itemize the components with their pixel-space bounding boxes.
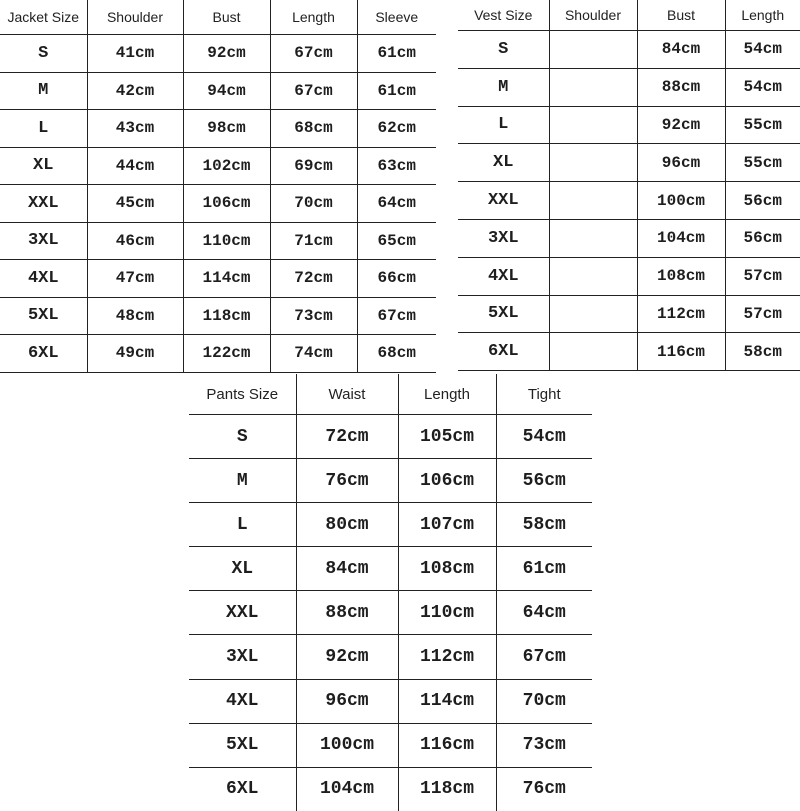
size-cell: 3XL [0, 222, 87, 260]
tight-cell: 67cm [496, 635, 592, 679]
shoulder-cell [549, 182, 637, 220]
table-row [189, 635, 592, 679]
waist-cell: 72cm [296, 415, 398, 459]
table-row [0, 185, 436, 223]
length-cell: 56cm [725, 219, 800, 257]
size-cell: 4XL [0, 260, 87, 298]
table-row [458, 106, 800, 144]
shoulder-cell: 43cm [87, 110, 183, 148]
size-cell: 6XL [189, 767, 296, 811]
tight-cell: 73cm [496, 723, 592, 767]
length-cell: 54cm [725, 68, 800, 106]
bust-cell: 98cm [183, 110, 270, 148]
sleeve-cell: 66cm [357, 260, 436, 298]
table-row [458, 219, 800, 257]
size-cell: XL [0, 147, 87, 185]
length-cell: 116cm [398, 723, 496, 767]
table-row [189, 591, 592, 635]
shoulder-cell [549, 144, 637, 182]
length-cell: 74cm [270, 335, 357, 373]
table-row [0, 147, 436, 185]
waist-cell: 96cm [296, 679, 398, 723]
bust-cell: 96cm [637, 144, 725, 182]
header-length: Length [270, 0, 357, 35]
size-cell: M [458, 68, 549, 106]
shoulder-cell: 47cm [87, 260, 183, 298]
size-cell: M [189, 459, 296, 503]
tight-cell: 56cm [496, 459, 592, 503]
size-cell: S [0, 35, 87, 73]
table-row [458, 31, 800, 69]
length-cell: 112cm [398, 635, 496, 679]
length-cell: 107cm [398, 503, 496, 547]
sleeve-cell: 64cm [357, 185, 436, 223]
tight-cell: 58cm [496, 503, 592, 547]
table-row [0, 297, 436, 335]
length-cell: 72cm [270, 260, 357, 298]
size-cell: 4XL [458, 257, 549, 295]
bust-cell: 84cm [637, 31, 725, 69]
waist-cell: 84cm [296, 547, 398, 591]
header-vest-size: Vest Size [458, 0, 549, 31]
size-cell: XL [458, 144, 549, 182]
size-cell: 6XL [0, 335, 87, 373]
header-bust: Bust [637, 0, 725, 31]
waist-cell: 88cm [296, 591, 398, 635]
size-cell: 6XL [458, 333, 549, 371]
sleeve-cell: 61cm [357, 72, 436, 110]
header-sleeve: Sleeve [357, 0, 436, 35]
length-cell: 70cm [270, 185, 357, 223]
table-row [189, 679, 592, 723]
size-cell: XL [189, 547, 296, 591]
header-pants-size: Pants Size [189, 374, 296, 415]
length-cell: 108cm [398, 547, 496, 591]
size-cell: S [189, 415, 296, 459]
size-cell: 4XL [189, 679, 296, 723]
table-row [189, 767, 592, 811]
jacket-size-table [0, 0, 436, 373]
tight-cell: 54cm [496, 415, 592, 459]
vest-size-table [458, 0, 800, 371]
bust-cell: 122cm [183, 335, 270, 373]
bust-cell: 112cm [637, 295, 725, 333]
length-cell: 55cm [725, 144, 800, 182]
header-bust: Bust [183, 0, 270, 35]
shoulder-cell [549, 219, 637, 257]
size-cell: XXL [0, 185, 87, 223]
bust-cell: 104cm [637, 219, 725, 257]
table-row [458, 257, 800, 295]
table-row [458, 144, 800, 182]
sleeve-cell: 63cm [357, 147, 436, 185]
length-cell: 56cm [725, 182, 800, 220]
shoulder-cell [549, 31, 637, 69]
header-jacket-size: Jacket Size [0, 0, 87, 35]
shoulder-cell: 49cm [87, 335, 183, 373]
size-cell: XXL [189, 591, 296, 635]
header-length: Length [725, 0, 800, 31]
table-row [0, 110, 436, 148]
bust-cell: 94cm [183, 72, 270, 110]
header-tight: Tight [496, 374, 592, 415]
table-row [189, 415, 592, 459]
waist-cell: 104cm [296, 767, 398, 811]
table-row [189, 723, 592, 767]
table-row [458, 182, 800, 220]
header-waist: Waist [296, 374, 398, 415]
header-shoulder: Shoulder [549, 0, 637, 31]
sleeve-cell: 61cm [357, 35, 436, 73]
length-cell: 67cm [270, 35, 357, 73]
table-row [0, 222, 436, 260]
shoulder-cell [549, 106, 637, 144]
bust-cell: 106cm [183, 185, 270, 223]
length-cell: 57cm [725, 295, 800, 333]
table-header-row [0, 0, 436, 35]
waist-cell: 92cm [296, 635, 398, 679]
bust-cell: 108cm [637, 257, 725, 295]
shoulder-cell: 42cm [87, 72, 183, 110]
size-cell: 3XL [458, 219, 549, 257]
size-cell: L [458, 106, 549, 144]
tight-cell: 64cm [496, 591, 592, 635]
bust-cell: 92cm [183, 35, 270, 73]
size-cell: L [0, 110, 87, 148]
size-cell: 3XL [189, 635, 296, 679]
bust-cell: 114cm [183, 260, 270, 298]
bust-cell: 102cm [183, 147, 270, 185]
shoulder-cell: 41cm [87, 35, 183, 73]
length-cell: 68cm [270, 110, 357, 148]
sleeve-cell: 68cm [357, 335, 436, 373]
header-shoulder: Shoulder [87, 0, 183, 35]
table-row [0, 72, 436, 110]
tight-cell: 76cm [522, 779, 566, 800]
length-cell: 105cm [398, 415, 496, 459]
shoulder-cell [549, 257, 637, 295]
length-cell: 54cm [725, 31, 800, 69]
bust-cell: 92cm [637, 106, 725, 144]
shoulder-cell: 45cm [87, 185, 183, 223]
size-cell: S [458, 31, 549, 69]
table-row [189, 547, 592, 591]
tight-cell: 70cm [496, 679, 592, 723]
size-cell: 5XL [189, 723, 296, 767]
size-cell: 5XL [0, 297, 87, 335]
shoulder-cell [549, 295, 637, 333]
size-cell: XXL [458, 182, 549, 220]
bust-cell: 116cm [637, 333, 725, 371]
bust-cell: 88cm [637, 68, 725, 106]
tight-cell: 61cm [496, 547, 592, 591]
table-row [0, 35, 436, 73]
length-cell: 69cm [270, 147, 357, 185]
length-cell: 114cm [398, 679, 496, 723]
sleeve-cell: 65cm [357, 222, 436, 260]
length-cell: 58cm [725, 333, 800, 371]
table-header-row [458, 0, 800, 31]
waist-cell: 76cm [296, 459, 398, 503]
waist-cell: 80cm [296, 503, 398, 547]
bust-cell: 110cm [183, 222, 270, 260]
length-cell: 67cm [270, 72, 357, 110]
table-row [0, 260, 436, 298]
length-cell: 71cm [270, 222, 357, 260]
table-row [458, 68, 800, 106]
pants-size-table [189, 374, 592, 811]
sleeve-cell: 67cm [357, 297, 436, 335]
waist-cell: 100cm [296, 723, 398, 767]
length-cell: 73cm [270, 297, 357, 335]
table-row [458, 333, 800, 371]
sleeve-cell: 62cm [357, 110, 436, 148]
table-header-row [189, 374, 592, 415]
shoulder-cell: 48cm [87, 297, 183, 335]
length-cell: 57cm [725, 257, 800, 295]
length-cell: 55cm [725, 106, 800, 144]
bust-cell: 100cm [637, 182, 725, 220]
length-cell: 110cm [398, 591, 496, 635]
shoulder-cell: 44cm [87, 147, 183, 185]
size-cell: 5XL [458, 295, 549, 333]
table-row [189, 503, 592, 547]
shoulder-cell [549, 333, 637, 371]
table-row [189, 459, 592, 503]
shoulder-cell [549, 68, 637, 106]
table-row [0, 335, 436, 373]
header-length: Length [398, 374, 496, 415]
size-cell: L [189, 503, 296, 547]
size-cell: M [0, 72, 87, 110]
length-cell: 106cm [398, 459, 496, 503]
table-row [458, 295, 800, 333]
bust-cell: 118cm [183, 297, 270, 335]
shoulder-cell: 46cm [87, 222, 183, 260]
length-cell: 118cm [398, 767, 496, 811]
